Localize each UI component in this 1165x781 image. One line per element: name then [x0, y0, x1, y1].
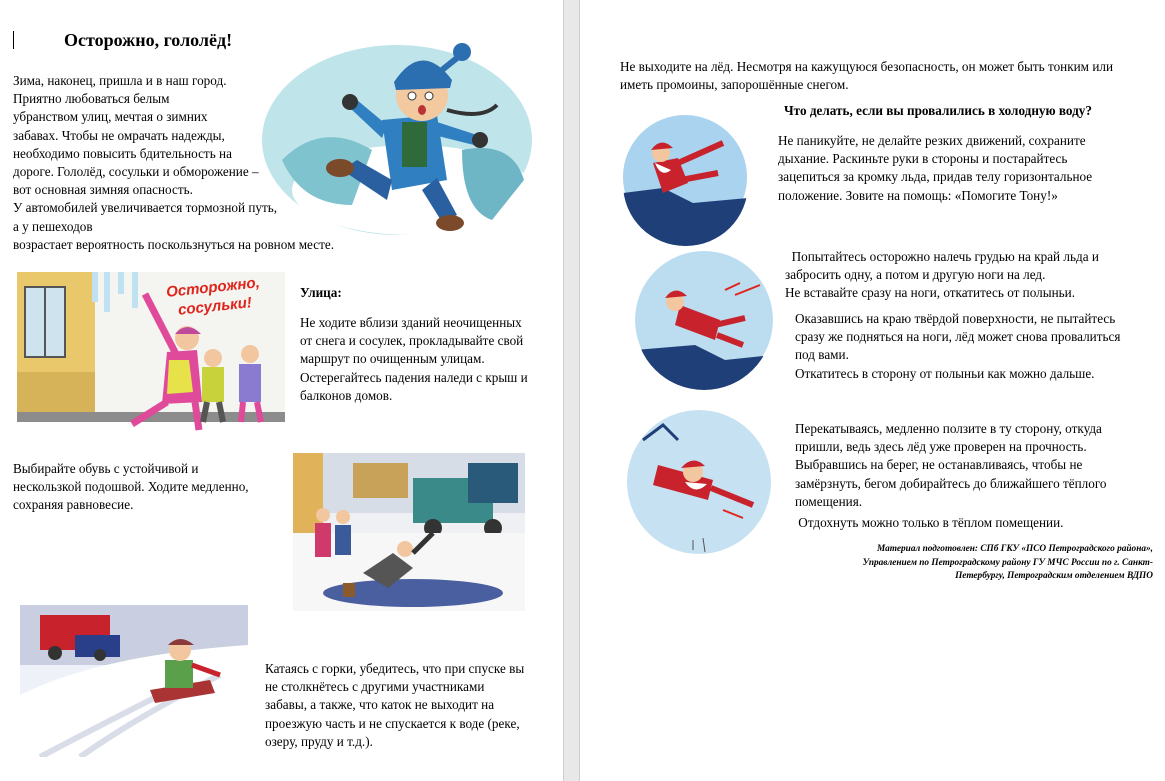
- sledding-illustration: [20, 605, 248, 757]
- intro-line: возрастает вероятность поскользнуться на ровном месте.: [13, 236, 335, 252]
- sign-line: сосульки!: [177, 294, 253, 319]
- text-cursor: [13, 31, 14, 49]
- document-page-right: [580, 0, 1165, 781]
- step-4-line: Выбравшись на берег, не останавливаясь, чтобы не: [795, 457, 1083, 473]
- intro-line: а у пешеходов: [13, 218, 93, 234]
- step-4-line: Перекатываясь, медленно ползите в ту сторону, откуда: [795, 421, 1102, 436]
- street-line: балконов домов.: [300, 387, 393, 403]
- step-2-line: забросить одну, а потом и другую ноги на лед.: [785, 267, 1046, 283]
- sled-line: Катаясь с горки, убедитесь, что при спуске вы: [265, 661, 525, 676]
- sledding-paragraph: [265, 660, 560, 751]
- ice-line: Не выходите на лёд. Несмотря на кажущуюся безопасность, он может быть тонким или: [620, 59, 1114, 74]
- credits-line: Петербургу, Петроградским отделением ВДПО: [955, 571, 1153, 581]
- step-4-line: помещения.: [795, 493, 863, 509]
- step-3-line: сразу же подняться на ноги, лёд может снова провалиться: [795, 329, 1121, 345]
- cold-water-heading: Что делать, если вы провалились в холодную воду?: [784, 103, 1092, 118]
- street-heading: Улица:: [300, 285, 342, 300]
- step-4-paragraph: [795, 420, 1155, 511]
- step-4-line: замёрзнуть, бегом добирайтесь до ближайшего тёплого: [795, 475, 1107, 491]
- credits-line: Управлением по Петроградскому району ГУ МЧС России по г. Санкт-: [862, 557, 1153, 568]
- document-page-left: [0, 0, 563, 781]
- intro-line: Приятно любоваться белым: [13, 91, 170, 107]
- street-scene-illustration: [293, 453, 525, 611]
- step-3-line: под вами.: [795, 347, 849, 363]
- credits-block: [793, 543, 1153, 584]
- step-2-line: Не вставайте сразу на ноги, откатитесь от полыньи.: [785, 285, 1076, 301]
- street-line: Не ходите вблизи зданий неочищенных: [300, 315, 522, 330]
- street-line: Остерегайтесь падения наледи с крыш и: [300, 369, 528, 385]
- step-1-line: положение. Зовите на помощь: «Помогите Тону!»: [778, 187, 1058, 203]
- sled-line: проезжую часть и не спускается к воде (реке,: [265, 715, 520, 731]
- sled-line: забавы, а также, что каток не выходит на: [265, 697, 495, 713]
- ice-warning-paragraph: [620, 58, 1160, 94]
- intro-line: У автомобилей увеличивается тормозной путь,: [13, 200, 278, 216]
- step-4-line: пришли, ведь здесь лёд уже проверен на прочность.: [795, 439, 1087, 455]
- street-paragraph: [300, 314, 555, 405]
- street-line: от снега и сосулек, прокладывайте свой: [300, 333, 524, 349]
- sled-line: не столкнётесь с другими участниками: [265, 679, 485, 695]
- page-gutter: [563, 0, 580, 781]
- step-1-line: Не паникуйте, не делайте резких движений, сохраните: [778, 133, 1086, 148]
- shoes-line: Выбирайте обувь с устойчивой и: [13, 461, 199, 476]
- shoes-paragraph: [13, 460, 283, 515]
- intro-line: убранством улиц, мечтая о зимних: [13, 109, 208, 125]
- crawling-away-illustration: [623, 410, 775, 560]
- icicles-illustration: [17, 272, 285, 440]
- step-2-line: Попытайтесь осторожно налечь грудью на край льда и: [785, 249, 1099, 264]
- intro-line: забавах. Чтобы не омрачать надежды,: [13, 127, 225, 143]
- rest-note: Отдохнуть можно только в тёплом помещении.: [795, 515, 1064, 530]
- intro-line: необходимо повысить бдительность на: [13, 145, 232, 161]
- ice-line: иметь промоины, запорошённые снегом.: [620, 77, 849, 93]
- step-1-line: зацепиться за кромку льда, придав телу горизонтальное: [778, 169, 1093, 185]
- shoes-line: сохраняя равновесие.: [13, 497, 134, 513]
- step-3-line: Оказавшись на краю твёрдой поверхности, не пытайтесь: [795, 311, 1116, 326]
- slipping-boy-illustration: [262, 30, 532, 235]
- step-3-line: Откатитесь в сторону от полыньи как можно дальше.: [795, 365, 1095, 381]
- intro-line: Зима, наконец, пришла и в наш город.: [13, 73, 227, 88]
- street-line: маршрут по очищенным улицам.: [300, 351, 485, 367]
- intro-line: вот основная зимняя опасность.: [13, 182, 193, 198]
- intro-line: дороге. Гололёд, сосульки и обморожение –: [13, 164, 259, 180]
- credits-line: Материал подготовлен: СПб ГКУ «ПСО Петроградского района»,: [876, 544, 1153, 554]
- step-3-paragraph: [795, 310, 1155, 383]
- sled-line: озеру, пруду и т.д.).: [265, 733, 373, 749]
- page-title: Осторожно, гололёд!: [64, 30, 233, 50]
- step-2-paragraph: [785, 248, 1145, 303]
- fallen-through-ice-illustration: [623, 108, 748, 246]
- step-1-line: дыхание. Раскиньте руки в стороны и постарайтесь: [778, 151, 1068, 167]
- shoes-line: нескользкой подошвой. Ходите медленно,: [13, 479, 249, 495]
- step-1-paragraph: [778, 132, 1138, 205]
- sign-line: Осторожно,: [165, 274, 261, 301]
- crawling-onto-ice-illustration: [635, 250, 773, 390]
